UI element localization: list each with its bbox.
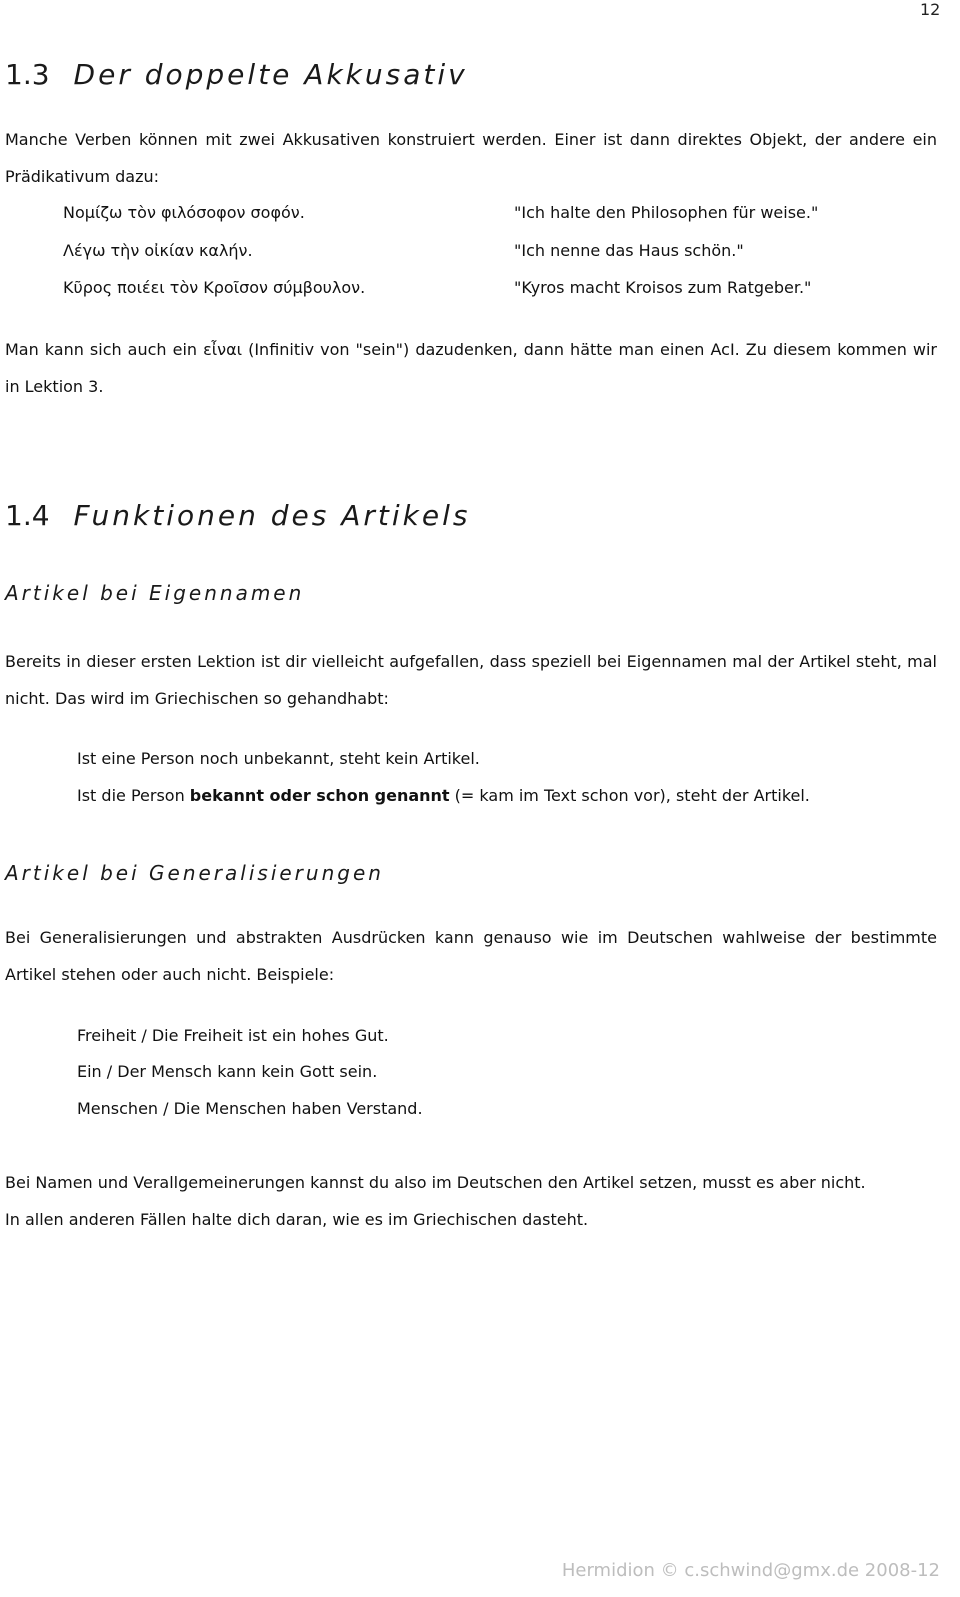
subheading-eigennamen: Artikel bei Eigennamen: [5, 581, 305, 605]
rule-unknown-person: Ist eine Person noch unbekannt, steht kein Artikel.: [77, 749, 480, 768]
section-title: Der doppelte Akkusativ: [73, 58, 468, 91]
generalisierungen-paragraph: Bei Generalisierungen und abstrakten Ausdrücken kann genauso wie im Deutschen wahlweise der bestimmte Artikel stehen oder auch nicht. Beispiele:: [5, 928, 937, 984]
page-number: 12: [920, 0, 941, 19]
aci-note-paragraph: Man kann sich auch ein εἶναι (Infinitiv von "sein") dazudenken, dann hätte man einen AcI. Zu diesem kommen wir in Lektion 3.: [5, 340, 937, 396]
section-number: 1.3: [5, 58, 50, 91]
rule-known-person: [77, 786, 810, 805]
german-translation-2: "Ich nenne das Haus schön.": [514, 241, 744, 260]
section-heading-1-4: [5, 499, 470, 532]
example-line: Ein / Der Mensch kann kein Gott sein.: [77, 1062, 378, 1081]
german-translation-1: "Ich halte den Philosophen für weise.": [514, 203, 819, 222]
rule-text: Ist die Person: [77, 786, 190, 805]
closing-line-2: In allen anderen Fällen halte dich daran, wie es im Griechischen dasteht.: [5, 1210, 589, 1229]
intro-paragraph: Manche Verben können mit zwei Akkusativen konstruiert werden. Einer ist dann direktes Objekt, der andere ein Prädikativum dazu:: [5, 130, 937, 186]
greek-example-2: Λέγω τὴν οἰκίαν καλήν.: [63, 241, 253, 260]
example-line: Freiheit / Die Freiheit ist ein hohes Gut.: [77, 1026, 389, 1045]
example-line: Menschen / Die Menschen haben Verstand.: [77, 1099, 423, 1118]
section-number: 1.4: [5, 499, 50, 532]
section-heading-1-3: [5, 58, 468, 91]
greek-example-3: Κῦρος ποιέει τὸν Κροῖσον σύμβουλον.: [63, 278, 366, 297]
closing-line-1: Bei Namen und Verallgemeinerungen kannst du also im Deutschen den Artikel setzen, musst es aber nicht.: [5, 1173, 866, 1192]
footer-copyright: Hermidion © c.schwind@gmx.de 2008-12: [561, 1560, 940, 1581]
subheading-generalisierungen: Artikel bei Generalisierungen: [5, 861, 384, 885]
eigennamen-paragraph: Bereits in dieser ersten Lektion ist dir vielleicht aufgefallen, dass speziell bei Eigennamen mal der Artikel steht, mal nicht. Das wird im Griechischen so gehandhabt:: [5, 652, 937, 708]
rule-emphasis: bekannt oder schon genannt: [189, 786, 450, 805]
german-translation-3: "Kyros macht Kroisos zum Ratgeber.": [514, 278, 812, 297]
section-title: Funktionen des Artikels: [73, 499, 471, 532]
greek-example-1: Νομίζω τὸν φιλόσοφον σοφόν.: [63, 203, 305, 222]
rule-text: (= kam im Text schon vor), steht der Artikel.: [449, 786, 810, 805]
